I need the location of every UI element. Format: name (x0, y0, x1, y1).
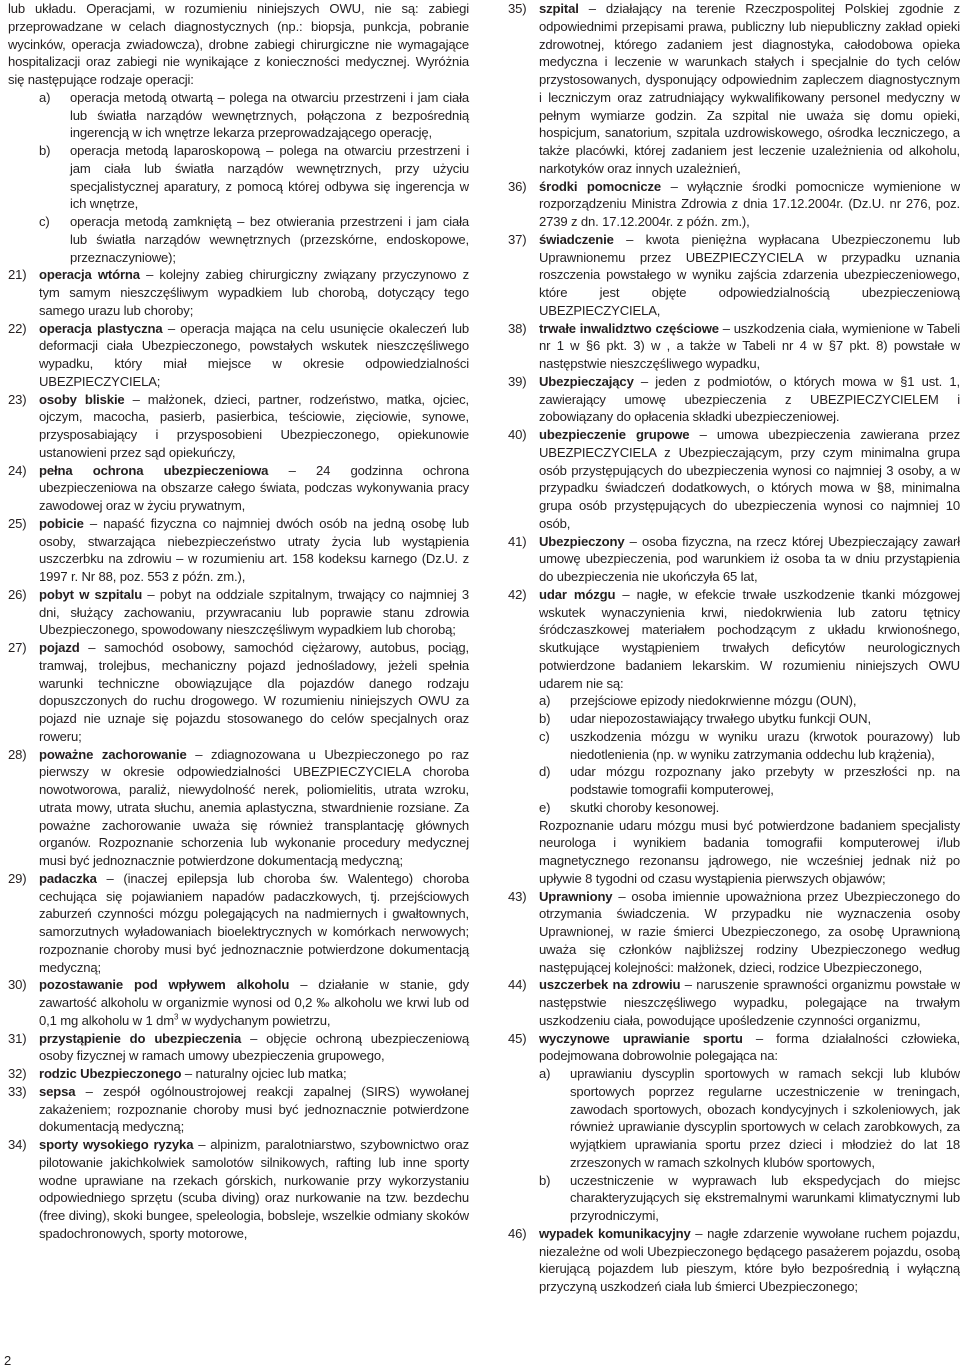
left-column (8, 0, 469, 1243)
definition-term: trwałe inwalidztwo częściowe (539, 320, 719, 336)
definition-term: Ubezpieczony (539, 533, 625, 549)
definition-item (508, 231, 960, 320)
definition-item (508, 426, 960, 533)
definition-item (8, 462, 469, 515)
definition-term: sepsa (39, 1083, 76, 1099)
definition-term: Ubezpieczający (539, 373, 634, 389)
definitions-31-34 (8, 1030, 469, 1243)
definition-term: szpital (539, 1, 579, 16)
definition-number: 38) (508, 320, 527, 336)
definition-text: – naturalny ojciec lub matka; (181, 1066, 347, 1081)
definition-number: 28) (8, 746, 27, 762)
definition-number: 44) (508, 977, 527, 993)
definition-number: 31) (8, 1030, 27, 1046)
definition-item (508, 320, 960, 373)
definition-text: – kolejny zabieg chirurgiczny związany przyczynowo z tym samym nieszczęśliwym wypadkiem lub chorobą, dotyczący tego samego urazu lub choroby; (39, 267, 469, 318)
definition-text: – 24 godzinna ochrona ubezpieczeniowa na obszarze całego świata, podczas wykonywania pracy zawodowej oraz w życiu prywatnym, (39, 462, 469, 513)
definition-item (8, 320, 469, 391)
definition-46 (508, 1225, 960, 1296)
definition-item (8, 515, 469, 586)
stroke-note: Rozpoznanie udaru mózgu musi być potwierdzone badaniem specjalisty neurologa i wynikiem badania tomografii komputerowej i/lub magnetycznego rezonansu jądrowego, nie wcześniej jednak niż po upływie 8 tygodni od czasu wystąpienia pierwszych objawów; (539, 817, 960, 886)
definition-item (8, 1065, 469, 1083)
definition-term: wypadek komunikacyjny (539, 1225, 691, 1241)
definition-term: pobicie (39, 515, 84, 531)
definition-item (8, 870, 469, 977)
list-letter: c) (39, 214, 50, 229)
operation-type-item (39, 213, 469, 266)
definition-term: uszczerbek na zdrowiu (539, 977, 681, 993)
definition-text: – osoba fizyczna, na rzecz której Ubezpieczający zawarł umowę ubezpieczenia, pod warunkiem iż osoba ta w dniu przystąpienia do ubezpieczenia nie ukończyła 65 lat, (539, 533, 960, 584)
definition-text: – operacja mająca na celu usunięcie okaleczeń lub deformacji ciała Ubezpieczonego, powstałych wskutek nieszczęśliwego wypadku, który miał miejsce w okresie odpowiedzialności UBEZPIECZYCIELA; (39, 320, 469, 389)
definition-number: 23) (8, 391, 27, 407)
definition-term: udar mózgu (539, 586, 616, 602)
definition-term: świadczenie (539, 231, 614, 247)
definition-item (8, 586, 469, 639)
definition-text: – uszkodzenia ciała, wymienione w Tabeli nr 1 w §6 pkt. 3) w , a także w Tabeli nr 4 w §7 pkt. 8) powstałe w następstwie nieszczęśliwego wypadku, (539, 320, 960, 371)
definition-item (8, 746, 469, 870)
definition-term: operacja plastyczna (39, 320, 163, 336)
sport-form-item (539, 1065, 960, 1172)
definition-text: – wyłącznie środki pomocnicze wymienione w rozporządzeniu Ministra Zdrowia z dnia 17.12.2004r. (Dz.U. nr 276, poz. 2739 z dn. 17.12.2004r. z późn. zm.), (539, 178, 960, 229)
definition-text: – małżonek, dzieci, partner, rodzeństwo, matka, ojciec, ojczym, macocha, pasierb, pasierbica, teściowie, zięciowie, synowe, przysposabiający i przysposobieni Ubezpieczonego, opiekunowie ustanowieni przez sąd opiekuńczy, (39, 391, 469, 460)
list-text: przejściowe epizody niedokrwienne mózgu (OUN), (570, 693, 857, 709)
list-text: operacja metodą laparoskopową – polega na otwarciu przestrzeni i jam ciała lub światła narządów wewnętrznych, przy użyciu specjalistycznej aparatury, z pomocą której odbywa się ingerencja w ich wnętrze, (70, 143, 469, 212)
definition-term: przystąpienie do ubezpieczenia (39, 1030, 242, 1046)
definition-item (8, 1136, 469, 1243)
list-text: operacja metodą otwartą – polega na otwarciu przestrzeni i jam ciała lub światła narządów wewnętrznych, połączona z bezpośrednią ingerencją w ich wnętrze lekarza przeprowadzającego operację, (70, 89, 469, 141)
list-letter: b) (539, 711, 551, 726)
definition-item (8, 1030, 469, 1066)
list-text: skutki choroby kesonowej. (570, 799, 720, 815)
list-letter: b) (39, 143, 51, 158)
definition-term: rodzic Ubezpieczonego (39, 1066, 182, 1081)
definition-term: operacja wtórna (39, 267, 140, 283)
definition-item (508, 976, 960, 1029)
definition-number: 43) (508, 888, 527, 904)
definition-30 (8, 976, 469, 1029)
list-text: udar niepozostawiający trwałego ubytku funkcji OUN, (570, 711, 871, 726)
definition-item (8, 639, 469, 746)
definition-number: 39) (508, 373, 527, 389)
list-text: uszkodzenia mózgu w wyniku urazu (krwotok pourazowy) lub niedotlenienia (np. w wyniku zatrzymania oddechu lub krążenia), (570, 728, 960, 762)
definition-term: środki pomocnicze (539, 178, 662, 194)
list-letter: e) (539, 799, 551, 815)
list-letter: b) (539, 1172, 551, 1188)
definition-term: Uprawniony (539, 888, 613, 904)
definition-text: – osoba imiennie upoważniona przez Ubezpieczonego do otrzymania świadczenia. W przypadku nie wyznaczenia osoby Uprawnionej, w razie śmierci Ubezpieczonego, za osobę Uprawnioną uważa się członków najbliższej rodziny Ubezpieczonego według następującej kolejności: małżonek, dzieci, rodzice Ubezpieczonego, (539, 888, 960, 975)
definition-term: pojazd (39, 640, 80, 655)
definition-number: 30) (8, 977, 27, 993)
definition-number: 25) (8, 515, 27, 531)
definition-text: – samochód osobowy, samochód ciężarowy, autobus, pociąg, tramwaj, trolejbus, mechaniczny pojazd jednośladowy, jeżeli spełnia warunki techniczne obowiązujące dla pojazdów danego rodzaju dopuszczonych do ruchu drogowego. W rozumieniu niniejszych OWU za pojazd nie uznaje się pojazdu stosowanego do celów specjalnych oraz roweru; (39, 640, 469, 744)
definition-term: pozostawanie pod wpływem alkoholu (39, 977, 290, 993)
stroke-exclusions-list (539, 692, 960, 816)
list-letter: d) (539, 764, 551, 780)
stroke-exclusion-item (539, 692, 960, 710)
definition-term: wyczynowe uprawianie sportu (539, 1030, 743, 1046)
stroke-exclusion-item (539, 710, 960, 728)
stroke-exclusion-item (539, 763, 960, 799)
definition-number: 27) (8, 640, 27, 655)
operation-types-list (39, 89, 469, 267)
definition-number: 22) (8, 320, 27, 336)
definition-number: 41) (508, 533, 527, 549)
definition-item (8, 391, 469, 462)
definition-text: – umowa ubezpieczenia zawierana przez UBEZPIECZYCIELA z Ubezpieczającym, przy czym minimalna grupa osób przystępujących do ubezpieczenia wynosi co najmniej 3 osoby, a w przypadku świadczeń dodatkowych, o których mowa w §8, minimalna grupa osób przystępujących do ubezpieczenia wynosi co najmniej 10 osób, (539, 427, 960, 531)
definition-item (8, 1083, 469, 1136)
page-number: 2 (4, 1353, 12, 1368)
definition-number: 24) (8, 462, 27, 478)
definition-text: – zdiagnozowana u Ubezpieczonego po raz pierwszy w okresie odpowiedzialności UBEZPIECZYCIELA choroba nowotworowa, paraliż, niewydolność nerek, poliomielitis, utrata wzroku, utrata mowy, utrata słuchu, anemia aplastyczna, stwardnienie rozsiane. Za poważne zachorowanie uważa się również transplantację głównych organów. Rozpoznanie schorzenia lub wykonanie procedury medycznej musi być jednoznacznie potwierdzone dokumentacją medyczną; (39, 746, 469, 868)
list-letter: c) (539, 728, 550, 744)
definition-item (8, 266, 469, 319)
right-column (508, 0, 960, 1296)
definition-number: 37) (508, 231, 527, 247)
definition-term: poważne zachorowanie (39, 746, 187, 762)
definition-text: – forma działalności człowieka, podejmowana dobrowolnie polegająca na: (539, 1030, 960, 1064)
operation-type-item (39, 89, 469, 142)
definition-text: – (inaczej epilepsja lub choroba św. Walentego) choroba cechująca się pojawianiem napadów padaczkowych, tj. przejściowych zaburzeń czynności mózgu polegających na nadmiernych i gwałtownych, samorzutnych wyładowaniach bioelektrycznych w komórkach nerwowych; rozpoznanie choroby musi być jednoznacznie potwierdzone dokumentacją medyczną; (39, 870, 469, 975)
definition-text: – pobyt na oddziale szpitalnym, trwający co najmniej 3 dni, służący zachowaniu, przywracaniu lub poprawie stanu zdrowia Ubezpieczonego, spowodowany nieszczęśliwym wypadkiem lub chorobą; (39, 586, 469, 638)
list-text: operacja metodą zamkniętą – bez otwierania przestrzeni i jam ciała lub światła narządów wewnętrznych (przezskórne, endoskopowe, przeznaczyniowe); (70, 214, 469, 265)
definition-item (508, 888, 960, 977)
stroke-exclusion-item (539, 799, 960, 817)
definition-number: 40) (508, 427, 527, 442)
definition-number: 42) (508, 586, 527, 602)
definition-term: pełna ochrona ubezpieczeniowa (39, 462, 269, 478)
definition-text: – objęcie ochroną ubezpieczeniową osoby fizycznej w ramach umowy ubezpieczenia grupowego, (39, 1030, 469, 1064)
definition-text: – naruszenie sprawności organizmu powstałe w następstwie nieszczęśliwego wypadku, polegające na trwałym uszkodzeniu ciała, powodujące upośledzenie czynności organizmu, (539, 977, 960, 1028)
list-letter: a) (539, 693, 551, 709)
list-text: udar mózgu rozpoznany jako przebyty w przeszłości np. na podstawie tomografii komputerowej, (570, 764, 960, 797)
operation-type-item (39, 142, 469, 213)
definition-number: 46) (508, 1225, 527, 1241)
stroke-exclusion-item (539, 728, 960, 764)
definition-text: – działanie w stanie, gdy zawartość alkoholu w organizmie wynosi od 0,2 ‰ alkoholu we krwi lub od 0,1 mg alkoholu w 1 dm (39, 977, 470, 1028)
definition-term: ubezpieczenie grupowe (539, 427, 690, 442)
definition-item (508, 373, 960, 426)
definitions-21-29 (8, 266, 469, 976)
definition-number: 21) (8, 267, 27, 283)
definition-text: – alpinizm, paralotniarstwo, szybownictwo oraz pilotowanie jakichkolwiek samolotów silnikowych, rafting lub inne sporty wodne uprawiane na rzekach górskich, nurkowanie przy wykorzystaniu odpowiedniego sprzętu (scuba diving) oraz nurkowanie na tzw. bezdechu (free diving), skoki bungee, speleologia, bobsleje, wszelkie odmiany skoków spadochronowych, sporty motorowe, (39, 1137, 469, 1241)
definition-number: 26) (8, 586, 27, 602)
definition-text: – jeden z podmiotów, o których mowa w §1 ust. 1, zawierający umowę ubezpieczenia z UBEZPIECZYCIELEM i zobowiązany do opłacenia składki ubezpieczeniowej. (539, 373, 960, 425)
definition-text: – zespół ogólnoustrojowej reakcji zapalnej (SIRS) wywołanej zakażeniem; rozpoznanie choroby musi być jednoznacznie potwierdzone dokumentacją medyczną; (39, 1083, 469, 1135)
definition-text: – nagłe zdarzenie wywołane ruchem pojazdu, niezależne od woli Ubezpieczonego będącego pasażerem pojazdu, osobą kierującą pojazdem lub pieszym, które było bezpośrednią i wyłączną przyczyną uszkodzeń ciała lub śmierci Ubezpieczonego; (539, 1225, 960, 1294)
definition-text: – kwota pieniężna wypłacana Ubezpieczonemu lub Uprawnionemu przez UBEZPIECZYCIELA w przypadku uznania roszczenia powstałego w wyniku zajścia zdarzenia ubezpieczeniowego, które jest objęte odpowiedzialnością ubezpieczeniową UBEZPIECZYCIELA, (539, 231, 960, 318)
definition-number: 32) (8, 1066, 27, 1081)
definitions-35-41 (508, 0, 960, 586)
list-text: uprawianiu dyscyplin sportowych w ramach sekcji lub klubów sportowych poprzez regularne uczestniczenie w treningach, zawodach sportowych, obozach kondycyjnych i szkoleniowych, jak również uprawianie dyscyplin sportowych w celach zarobkowych, za wyjątkiem uprawiania sportu przez dzieci i młodzież do lat 18 zrzeszonych w ramach szkolnych klubów sportowych, (570, 1066, 960, 1170)
definition-item (508, 533, 960, 586)
definition-text: – działający na terenie Rzeczpospolitej Polskiej zgodnie z odpowiednimi przepisami prawa, publiczny lub niepubliczny zakład opieki zdrowotnej, którego zadaniem jest diagnostyka, całodobowa opieka medyczna i leczenie w warunkach stałych i specjalnie do tych celów przystosowanych, dysponujący odpowiednim zapleczem diagnostycznym i leczniczym oraz zatrudniający wykwalifikowany personel medyczny w pełnym wymiarze godzin. Za szpital nie uważa się domu opieki, hospicjum, sanatorium, szpitala uzdrowiskowego, ośrodka leczniczego, a także placówki, której zadaniem jest leczenie uzależnienia od alkoholu, narkotyków oraz innych uzależnień, (539, 1, 960, 176)
sport-forms-list (539, 1065, 960, 1225)
definition-term: pobyt w szpitalu (39, 586, 143, 602)
definition-number: 36) (508, 178, 527, 194)
definitions-43-44 (508, 888, 960, 1030)
definition-item (508, 0, 960, 178)
definition-number: 45) (508, 1030, 527, 1046)
operations-intro: lub układu. Operacjami, w rozumieniu niniejszych OWU, nie są: zabiegi przeprowadzane w celach diagnostycznych (np.: biopsja, punkcja, pobranie wycinków, operacja zwiadowcza), drobne zabiegi chirurgiczne nie wymagające hospitalizacji oraz zabiegi nie wynikające z konieczności medycznej. Wyróżnia się następujące rodzaje operacji: (8, 1, 469, 87)
list-text: uczestniczenie w wyprawach lub ekspedycjach do miejsc charakteryzujących się ekstremalnymi warunkami klimatycznymi lub przyrodniczymi, (570, 1172, 960, 1223)
list-letter: a) (539, 1066, 551, 1081)
definition-text: – nagłe, w efekcie trwałe uszkodzenie tkanki mózgowej wskutek wynaczynienia krwi, niedokrwienia lub zatoru tętnicy śródczaszkowej materiałem pochodzącym z układu krwionośnego, skutkujące wystąpieniem trwałych deficytów neurologicznych potwierdzone badaniem lekarskim. W rozumieniu niniejszych OWU udarem nie są: (539, 586, 960, 691)
definition-number: 29) (8, 870, 27, 886)
definition-text: – napaść fizyczna co najmniej dwóch osób na jedną osobę lub osoby, stwarzająca niebezpieczeństwo utraty życia lub wystąpienia uszczerbku na zdrowiu – w rozumieniu art. 158 kodeksu karnego (Dz.U. z 1997 r. Nr 88, poz. 553 z późn. zm.), (39, 515, 469, 584)
sport-form-item (539, 1172, 960, 1225)
definition-term: sporty wysokiego ryzyka (39, 1137, 194, 1152)
list-letter: a) (39, 89, 51, 105)
definition-number: 33) (8, 1083, 27, 1099)
superscript: 3 (173, 1012, 179, 1022)
definition-42 (508, 586, 960, 693)
definition-number: 34) (8, 1137, 27, 1152)
definition-term: padaczka (39, 870, 97, 886)
definition-45 (508, 1030, 960, 1066)
definition-term: osoby bliskie (39, 391, 125, 407)
definition-number: 35) (508, 1, 527, 16)
definition-text-end: w wydychanym powietrzu, (178, 1012, 331, 1028)
definition-item (508, 178, 960, 231)
